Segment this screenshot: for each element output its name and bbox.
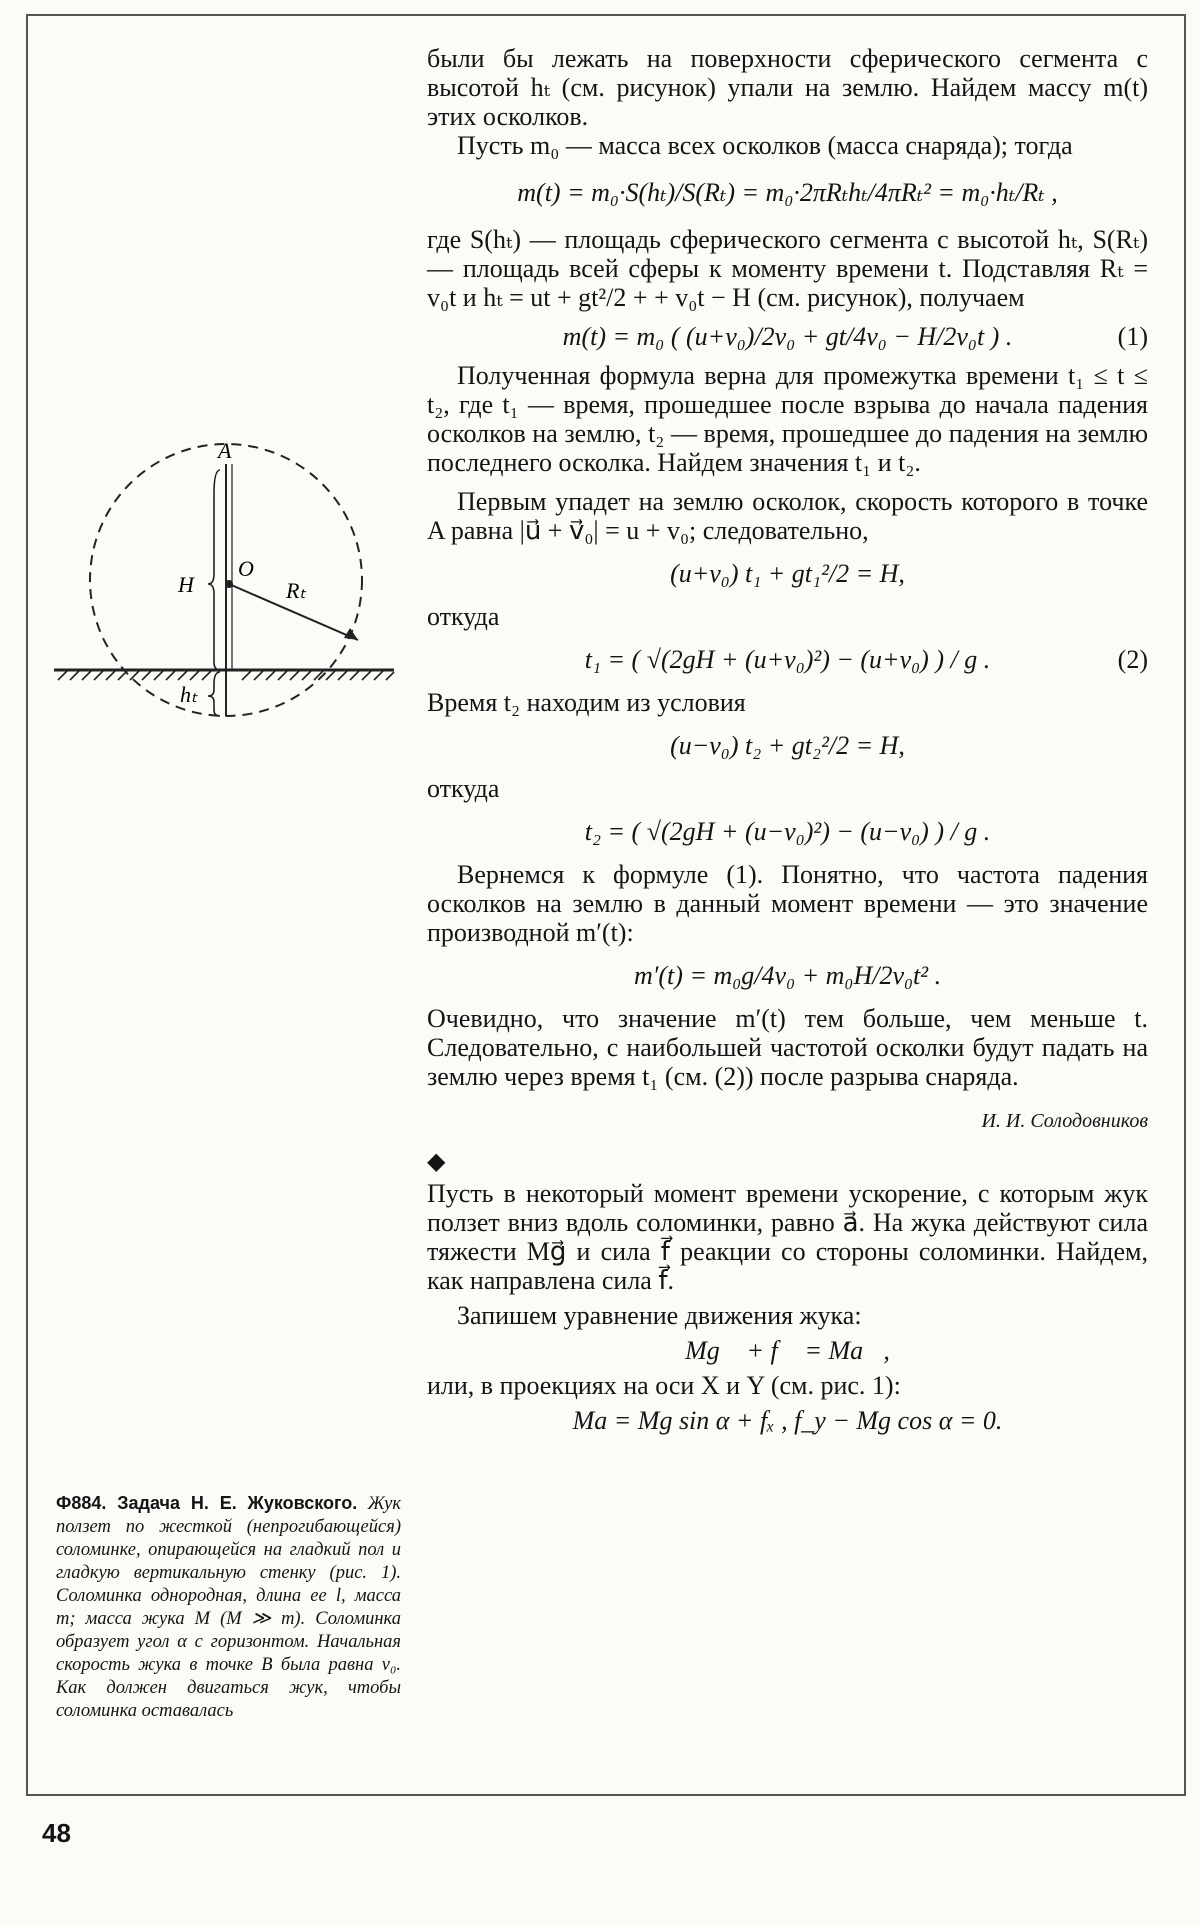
label-H: H <box>178 572 194 597</box>
formula-derivative: m′(t) = m₀g/4v₀ + m₀H/2v₀t² . <box>633 961 942 990</box>
problem-sidebar <box>56 1492 401 1723</box>
paragraph-7: Вернемся к формуле (1). Понятно, что частота падения осколков на землю в данный момент времени — это значение производной m′(t): <box>427 860 1148 947</box>
formula-1 <box>427 322 1148 351</box>
paragraph-1: были бы лежать на поверхности сферического сегмента с высотой hₜ (см. рисунок) упали на землю. Найдем массу m(t) этих осколков. <box>427 44 1148 131</box>
label-A: A <box>218 438 232 463</box>
equation-number-2: (2) <box>1117 645 1148 674</box>
paragraph-8: Очевидно, что значение m′(t) тем больше, чем меньше t. Следовательно, с наибольшей частотой осколки будут падать на землю через время t₁ (см. (2)) после разрыва снаряда. <box>427 1004 1148 1091</box>
formula-1-body: m(t) = m₀ ( (u+v₀)/2v₀ + gt/4v₀ − H/2v₀t ) . <box>562 322 1013 351</box>
label-h: hₜ <box>180 682 198 707</box>
formula-t2-condition: (u−v₀) t₂ + gt₂²/2 = H, <box>670 731 905 760</box>
formula-2 <box>427 645 1148 674</box>
brace-H <box>208 470 220 670</box>
paragraph-10: Запишем уравнение движения жука: <box>457 1301 862 1330</box>
main-column <box>427 44 1148 1435</box>
formula-2-body: t₁ = ( √(2gH + (u+v₀)²) − (u+v₀) ) / g . <box>584 645 991 674</box>
page-number: 48 <box>42 1818 71 1848</box>
paragraph-6: Время t₂ находим из условия <box>427 688 746 717</box>
brace-h <box>208 672 220 716</box>
author-signature: И. И. Солодовников <box>981 1110 1148 1132</box>
formula-motion: Mg⃗ + f⃗ = Ma⃗, <box>685 1336 890 1365</box>
diamond-icon: ◆ <box>427 1149 446 1175</box>
paragraph-9: Пусть в некоторый момент времени ускорение, с которым жук ползет вниз вдоль соломинки, равно a⃗. На жука действуют сила тяжести Mg⃗ и сила f⃗ реакции со стороны соломинки. Найдем, как направлена сила f⃗. <box>427 1179 1148 1295</box>
formula-mass-ratio: m(t) = m₀·S(hₜ)/S(Rₜ) = m₀·2πRₜhₜ/4πRₜ² = m₀·hₜ/Rₜ , <box>517 178 1058 207</box>
problem-text: Жук ползет по жесткой (непрогибающейся) соломинке, опирающейся на гладкий пол и гладкую вертикальную стенку (рис. 1). Соломинка однородная, длина ее l, масса m; масса жука M (M ≫ m). Соломинка образует угол α с горизонтом. Начальная скорость жука в точке B была равна v₀. Как должен двигаться жук, чтобы соломинка оставалась <box>56 1494 402 1721</box>
paragraph-4: Полученная формула верна для промежутка времени t₁ ≤ t ≤ t₂, где t₁ — время, прошедшее после взрыва до начала падения осколков на землю, t₂ — время, прошедшее до падения на землю последнего осколка. Найдем значения t₁ и t₂. <box>427 361 1148 477</box>
label-O: O <box>238 556 254 581</box>
formula-t1-condition: (u+v₀) t₁ + gt₁²/2 = H, <box>670 559 905 588</box>
paragraph-11: или, в проекциях на оси X и Y (см. рис. 1): <box>427 1371 901 1400</box>
word-otkuda-2: откуда <box>427 774 500 803</box>
paragraph-2: Пусть m₀ — масса всех осколков (масса снаряда); тогда <box>457 131 1073 160</box>
sphere-figure <box>54 434 404 734</box>
paragraph-3: где S(hₜ) — площадь сферического сегмента с высотой hₜ, S(Rₜ) — площадь всей сферы к моменту времени t. Подставляя Rₜ = v₀t и hₜ = ut + gt²/2 + + v₀t − H (см. рисунок), получаем <box>427 225 1148 312</box>
word-otkuda-1: откуда <box>427 602 500 631</box>
label-R: Rₜ <box>286 578 306 603</box>
equation-number-1: (1) <box>1117 322 1148 351</box>
formula-projections: Ma = Mg sin α + fₓ , f_y − Mg cos α = 0. <box>572 1406 1003 1435</box>
formula-t2: t₂ = ( √(2gH + (u−v₀)²) − (u−v₀) ) / g . <box>584 817 991 846</box>
problem-title: Ф884. Задача Н. Е. Жуковского. <box>56 1493 358 1513</box>
paragraph-5: Первым упадет на землю осколок, скорость которого в точке A равна |u⃗ + v⃗₀| = u + v₀; следовательно, <box>427 487 1148 545</box>
